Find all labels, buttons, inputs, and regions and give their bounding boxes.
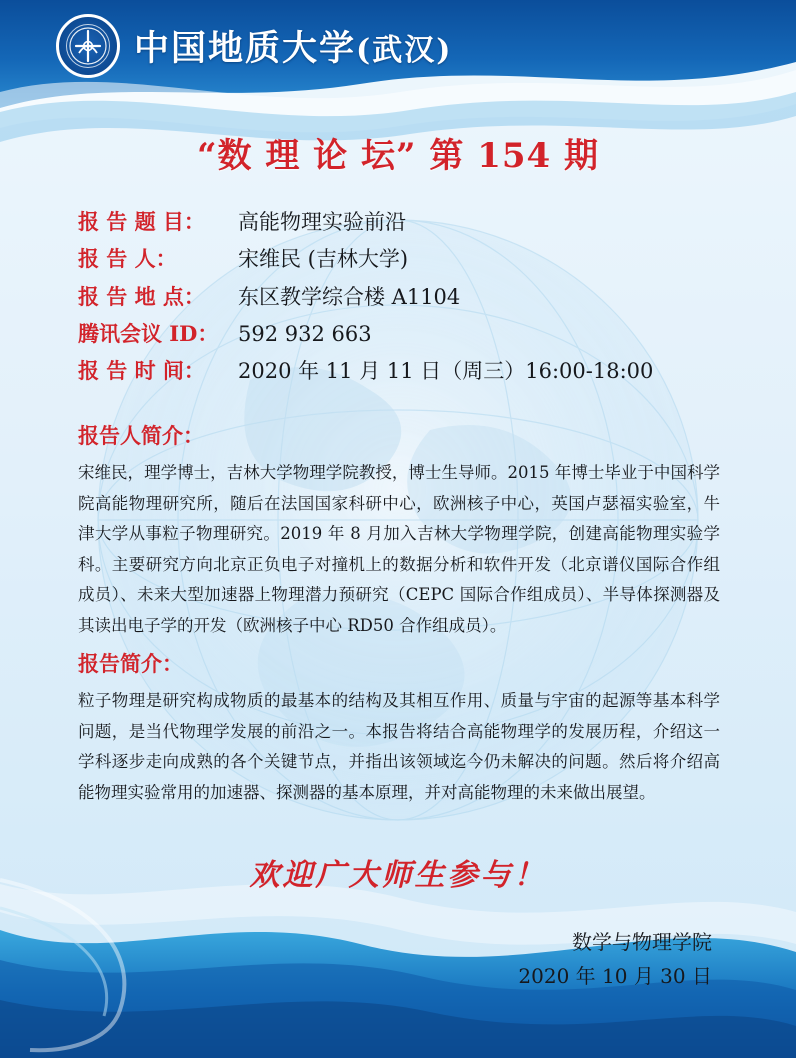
university-seal-icon xyxy=(56,14,120,78)
info-label-meeting-id: 腾讯会议 ID： xyxy=(78,321,219,347)
page-title: “数 理 论 坛” 第 154 期 xyxy=(196,136,600,176)
talk-abstract-text: 粒子物理是研究构成物质的最基本的结构及其相互作用、质量与宇宙的起源等基本科学问题，是当代物理学发展的前沿之一。本报告将结合高能物理学的发展历程，介绍这一学科逐步走向成熟的各个关键节点，并指出该领域迄今仍未解决的问题。然后将介绍高能物理实验常用的加速器、探测器的基本原理，并对高能物理的未来做出展望。 xyxy=(78,691,720,802)
info-value-speaker: 宋维民 (吉林大学) xyxy=(238,247,409,272)
signature-block xyxy=(518,925,712,993)
info-value-topic: 高能物理实验前沿 xyxy=(238,210,406,234)
event-info-list xyxy=(78,208,738,395)
info-value-meeting-id: 592 932 663 xyxy=(238,322,372,347)
speaker-bio-section xyxy=(78,420,720,641)
info-value-time: 2020 年 11 月 11 日（周三）16:00-18:00 xyxy=(238,359,654,384)
info-row-time xyxy=(78,357,738,385)
info-label-venue: 报 告 地 点： xyxy=(78,283,205,309)
speaker-bio-text: 宋维民，理学博士，吉林大学物理学院教授，博士生导师。2015 年博士毕业于中国科学院高能物理研究所，随后在法国国家科研中心，欧洲核子中心，英国卢瑟福实验室，牛津大学从事粒子物理研究。2019 年 8 月加入吉林大学物理学院，创建高能物理实验学科。主要研究方向北京正负电子对撞机上的数据分析和软件开发（北京谱仪国际合作组成员）、未来大型加速器上物理潜力预研究（CEPC 国际合作组成员）、半导体探测器及其读出电子学的开发（欧洲核子中心 RD50 合作组成员）。 xyxy=(78,463,720,635)
talk-abstract-heading: 报告简介： xyxy=(78,651,183,676)
info-value-venue: 东区教学综合楼 A1104 xyxy=(238,284,461,309)
info-row-topic xyxy=(78,208,738,236)
info-label-topic: 报 告 题 目： xyxy=(78,209,205,234)
info-label-speaker: 报 告 人： xyxy=(78,246,177,272)
welcome-message: 欢迎广大师生参与！ xyxy=(249,858,547,893)
info-row-venue xyxy=(78,283,738,311)
talk-abstract-section xyxy=(78,648,720,808)
info-row-meeting-id xyxy=(78,320,738,348)
info-row-speaker xyxy=(78,245,738,273)
university-branding xyxy=(56,14,452,78)
university-name xyxy=(134,21,452,71)
signature-organization: 数学与物理学院 xyxy=(572,930,712,954)
info-label-time: 报 告 时 间： xyxy=(78,358,205,384)
university-name-text: 中国地质大学 xyxy=(134,28,357,69)
signature-date: 2020 年 10 月 30 日 xyxy=(518,964,712,988)
speaker-bio-heading: 报告人简介： xyxy=(78,423,204,448)
university-campus: (武汉) xyxy=(356,33,453,68)
